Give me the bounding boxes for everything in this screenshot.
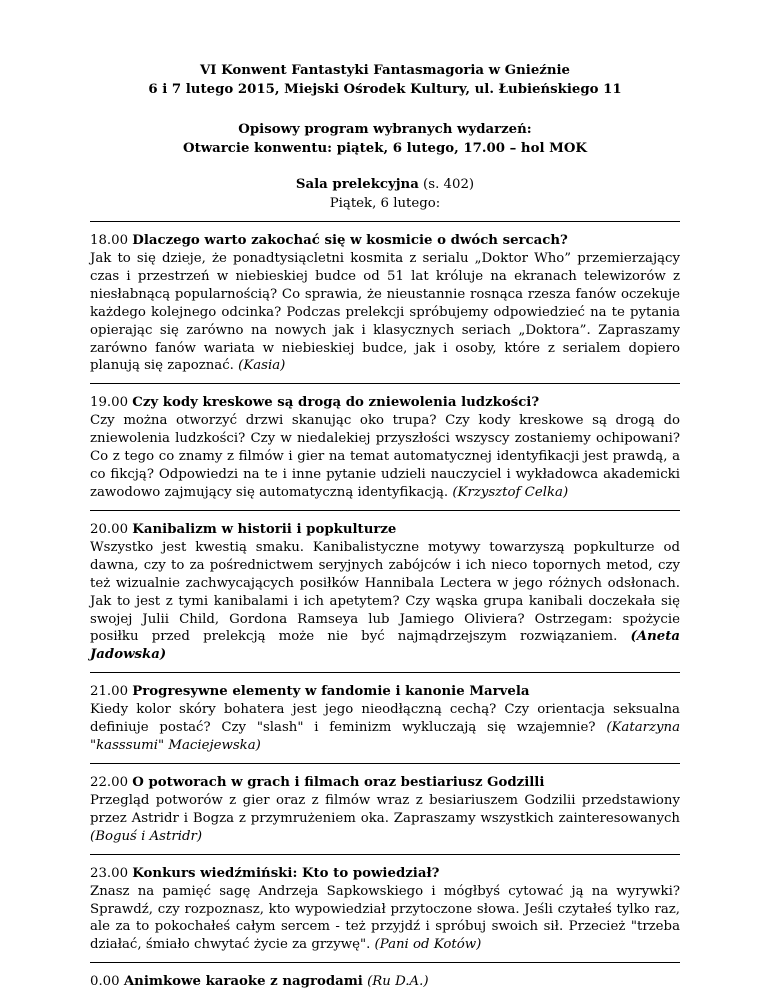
event-description	[90, 412, 680, 502]
event-author: (Pani od Kotów)	[374, 937, 482, 953]
event-item	[90, 774, 680, 846]
event-title-line	[90, 865, 680, 883]
event-description-text: Znasz na pamięć sagę Andrzeja Sapkowskiego i mógłbyś cytować ją na wyrywki? Sprawdź, czy rozpoznasz, kto wypowiedział przytoczone słowa. Jeśli czytałeś tylko raz, ale za to pokochałeś całym sercem - też przyjdź i spróbuj swoich sił. Przecież "trzeba działać, śmiało chwytać życie za grzywę".	[90, 883, 680, 953]
event-description-text: Przegląd potworów z gier oraz z filmów wraz z besiariuszem Godzilii przedstawiony przez Astridr i Bogza z przymrużeniem oka. Zapraszamy wszystkich zainteresowanych	[90, 792, 680, 826]
event-title-line	[90, 394, 680, 412]
event-title-line	[90, 232, 680, 250]
divider	[90, 221, 680, 222]
event-description	[90, 539, 680, 664]
event-title: Kanibalizm w historii i popkulturze	[132, 521, 397, 537]
event-item	[90, 865, 680, 955]
divider	[90, 854, 680, 855]
divider	[90, 763, 680, 764]
event-time: 22.00	[90, 774, 133, 790]
event-time: 21.00	[90, 684, 133, 700]
event-title: Dlaczego warto zakochać się w kosmicie o dwóch sercach?	[132, 233, 568, 248]
event-author: (Aneta Jadowska)	[90, 629, 680, 663]
divider	[90, 510, 680, 511]
document-header	[90, 0, 680, 99]
event-description-text: Czy można otworzyć drzwi skanując oko trupa? Czy kody kreskowe są drogą do zniewolenia ludzkości? Czy w niedalekiej przyszłości wszyscy zostaniemy ochipowani? Co z tego co znamy z filmów i gier na temat automatycznej identyfikacji jest prawdą, a co fikcją? Odpowiedzi na te i inne pytanie udzieli nauczyciel i wykładowca akademicki zawodowo zajmujący się automatyczną identyfikacją.	[90, 413, 680, 500]
program-heading: Opisowy program wybranych wydarzeń:	[238, 122, 532, 137]
event-description-text: Kiedy kolor skóry bohatera jest jego nieodłączną cechą? Czy orientacja seksualna definiuje postać? Czy "slash" i feminizm wykluczają się wzajemnie?	[90, 702, 680, 736]
event-time: 0.00	[90, 974, 124, 990]
event-author: (Boguś i Astridr)	[90, 828, 203, 844]
event-author: (Krzysztof Celka)	[452, 484, 569, 500]
program-subheader	[90, 120, 680, 158]
event-title: O potworach w grach i filmach oraz bestiariusz Godzilli	[132, 774, 545, 790]
convention-date-venue: 6 i 7 lutego 2015, Miejski Ośrodek Kultury, ul. Łubieńskiego 11	[148, 82, 622, 97]
event-description	[90, 792, 680, 846]
event-title: Animkowe karaoke z nagrodami	[123, 974, 363, 990]
event-title-line	[90, 683, 680, 701]
convention-title: VI Konwent Fantastyki Fantasmagoria w Gnieźnie	[199, 63, 571, 78]
event-description-text: Jak to się dzieje, że ponadtysiącletni kosmita z serialu „Doktor Who” przemierzający czas i przestrzeń w niebieskiej budce od 51 lat króluje na ekranach telewizorów z niesłabnącą popularnością? Co sprawia, że nieustannie rosnąca rzesza fanów oczekuje każdego kolejnego odcinka? Podczas prelekcji spróbujemy odpowiedzieć na te pytania opierając się zarówno na nowych jak i klasycznych seriach „Doktora”. Zapraszamy zarówno fanów wariata w niebieskiej budce, jak i osoby, które z serialem dopiero planują się zapoznać.	[90, 251, 680, 374]
event-author: (Katarzyna "kasssumi" Maciejewska)	[90, 720, 680, 754]
event-title: Czy kody kreskowe są drogą do zniewolenia ludzkości?	[132, 395, 540, 411]
event-title: Progresywne elementy w fandomie i kanonie Marvela	[132, 684, 530, 700]
event-title-line	[90, 774, 680, 792]
event-title: Konkurs wiedźmiński: Kto to powiedział?	[132, 865, 440, 881]
event-description-text: Wszystko jest kwestią smaku. Kanibalistyczne motywy towarzyszą popkulturze od dawna, czy to za pośrednictwem seryjnych zabójców i ich nieco topornych metod, czy też wizualnie zachwycających posiłków Hannibala Lectera w jego różnych odsłonach. Jak to jest z tymi kanibalami i ich apetytem? Czy wąska grupa kanibali doczekała się swojej Julii Child, Gordona Ramseya lub Jamiego Oliviera? Ostrzegam: spożycie posiłku przed prelekcją może nie być najmądrzejszym rozwiązaniem.	[90, 539, 680, 645]
event-description	[90, 250, 680, 375]
event-time: 20.00	[90, 521, 133, 537]
event-time: 23.00	[90, 865, 133, 881]
event-title-line	[90, 973, 680, 991]
event-item	[90, 521, 680, 664]
room-number: (s. 402)	[418, 177, 475, 192]
event-item	[90, 232, 680, 375]
event-author: (Kasia)	[238, 358, 286, 374]
divider	[90, 383, 680, 384]
event-item	[90, 683, 680, 755]
room-heading	[90, 175, 680, 213]
divider	[90, 962, 680, 963]
event-item	[90, 394, 680, 502]
opening-info: Otwarcie konwentu: piątek, 6 lutego, 17.00 – hol MOK	[183, 141, 587, 156]
event-title-line	[90, 521, 680, 539]
event-time: 18.00	[90, 233, 133, 248]
event-description	[90, 701, 680, 755]
room-date: Piątek, 6 lutego:	[329, 196, 441, 211]
event-author: (Ru D.A.)	[367, 974, 429, 990]
room-name: Sala prelekcyjna	[295, 177, 419, 192]
event-item	[90, 973, 680, 991]
event-time: 19.00	[90, 395, 133, 411]
divider	[90, 672, 680, 673]
event-description	[90, 883, 680, 955]
